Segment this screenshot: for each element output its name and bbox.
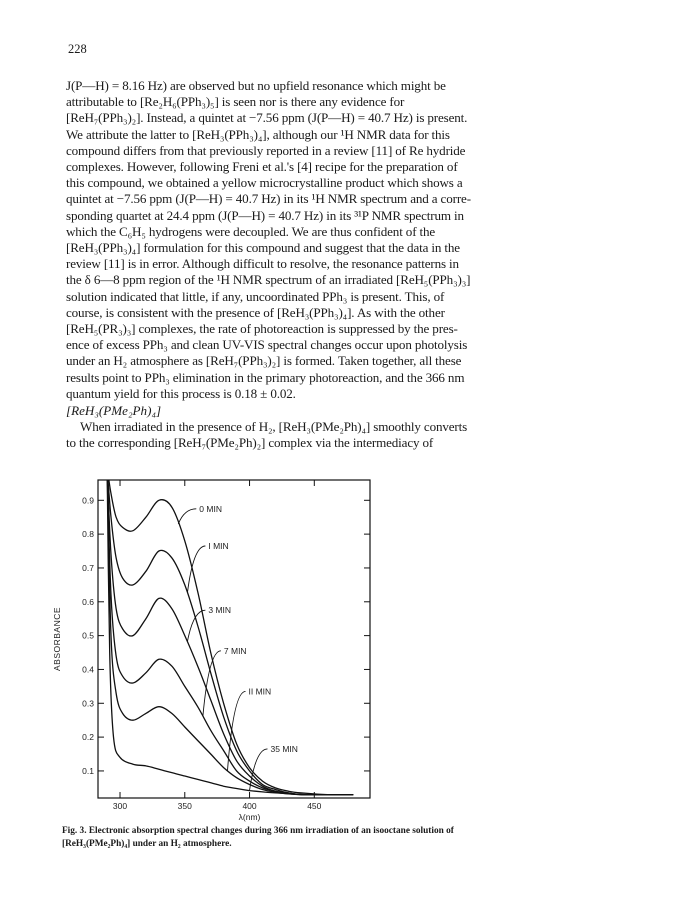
y-tick-label: 0.2 — [82, 732, 94, 743]
text-line: under an H₂ atmosphere as [ReH₇(PPh₃)₂] is formed. Taken together, all these — [66, 353, 462, 369]
text-line: attributable to [Re₂H₆(PPh₃)₅] is seen nor is there any evidence for — [66, 94, 405, 110]
figure-caption — [62, 825, 622, 851]
caption-line: Fig. 3. Electronic absorption spectral changes during 366 nm irradiation of an isooctane solution of — [62, 826, 454, 836]
text-line: [ReH₇(PPh₃)₂]. Instead, a quintet at −7.56 ppm (J(P—H) = 40.7 Hz) is present. — [66, 110, 468, 126]
x-tick-label: 450 — [307, 801, 322, 811]
text-line: sponding quartet at 24.4 ppm (J(P—H) = 40.7 Hz) in its ³¹P NMR spectrum in — [66, 207, 464, 223]
text-line: quintet at −7.56 ppm (J(P—H) = 40.7 Hz) in its ¹H NMR spectrum and a corre- — [66, 191, 471, 207]
curve-label: 7 MIN — [223, 645, 247, 656]
text-line: quantum yield for this process is 0.18 ± 0.02. — [66, 385, 296, 401]
page-number: 228 — [68, 42, 87, 56]
text-line: complexes. However, following Freni et al.'s [4] recipe for the preparation of — [66, 159, 458, 175]
text-line: to the corresponding [ReH₇(PMe₂Ph)₂] complex via the intermediacy of — [66, 435, 434, 451]
caption-line: [ReH₃(PMe₂Ph)₄] under an H₂ atmosphere. — [62, 839, 232, 849]
text-line: solution indicated that little, if any, uncoordinated PPh₃ is present. This, of — [66, 288, 445, 304]
y-tick-label: 0.3 — [82, 698, 94, 709]
curve-label: I MIN — [208, 540, 229, 551]
paragraph-second — [66, 419, 606, 451]
y-tick-label: 0.8 — [82, 529, 94, 540]
y-axis-label: ABSORBANCE — [52, 606, 62, 672]
figure-absorption-spectra — [40, 468, 620, 828]
text-line: the δ 6—8 ppm region of the ¹H NMR spectrum of an irradiated [ReH₅(PPh₃)₃] — [66, 272, 471, 288]
curve-label: 3 MIN — [208, 605, 232, 616]
x-tick-label: 300 — [112, 801, 128, 811]
absorption-chart — [40, 468, 620, 828]
text-line: which the C₆H₅ hydrogens were decoupled. We are thus confident of the — [66, 223, 436, 239]
curve-label: 35 MIN — [270, 743, 298, 754]
paragraph-body — [66, 78, 606, 402]
y-tick-label: 0.1 — [82, 765, 94, 776]
text-line: compound differs from that previously reported in a review [11] of Re hydride — [66, 142, 466, 158]
text-line: We attribute the latter to [ReH₃(PPh₃)₄], although our ¹H NMR data for this — [66, 126, 450, 142]
y-tick-label: 0.7 — [82, 562, 94, 573]
y-tick-label: 0.6 — [82, 596, 94, 607]
curve-label-leader — [228, 691, 246, 770]
y-tick-label: 0.4 — [82, 664, 94, 675]
y-tick-label: 0.9 — [82, 495, 94, 506]
x-axis-label: λ(nm) — [238, 812, 261, 822]
curve-label: 0 MIN — [199, 503, 222, 514]
section-heading: [ReH₃(PMe₂Ph)₄] — [66, 403, 162, 418]
text-line: course, is consistent with the presence of [ReH₃(PPh₃)₄]. As with the other — [66, 304, 445, 320]
plot-frame — [98, 480, 370, 798]
text-line: [ReH₅(PR₃)₃] complexes, the rate of photoreaction is suppressed by the pres- — [66, 321, 458, 337]
text-line: J(P—H) = 8.16 Hz) are observed but no upfield resonance which might be — [66, 78, 446, 93]
text-line: ence of excess PPh₃ and clean UV-VIS spectral changes occur upon photolysis — [66, 337, 468, 353]
curve-label-leader — [178, 509, 196, 524]
y-tick-label: 0.5 — [82, 630, 94, 641]
text-line: review [11] is in error. Although difficult to resolve, the resonance patterns in — [66, 256, 459, 272]
text-line: this compound, we obtained a yellow microcrystalline product which shows a — [66, 175, 463, 191]
text-line: When irradiated in the presence of H₂, [ReH₃(PMe₂Ph)₄] smoothly converts — [80, 419, 468, 434]
text-line: [ReH₃(PPh₃)₄] formulation for this compound and suggest that the data in the — [66, 240, 460, 256]
x-tick-label: 350 — [177, 801, 192, 811]
text-line: results point to PPh₃ elimination in the primary photoreaction, and the 366 nm — [66, 369, 465, 385]
x-tick-label: 400 — [242, 801, 257, 811]
curve-label: II MIN — [248, 686, 272, 697]
